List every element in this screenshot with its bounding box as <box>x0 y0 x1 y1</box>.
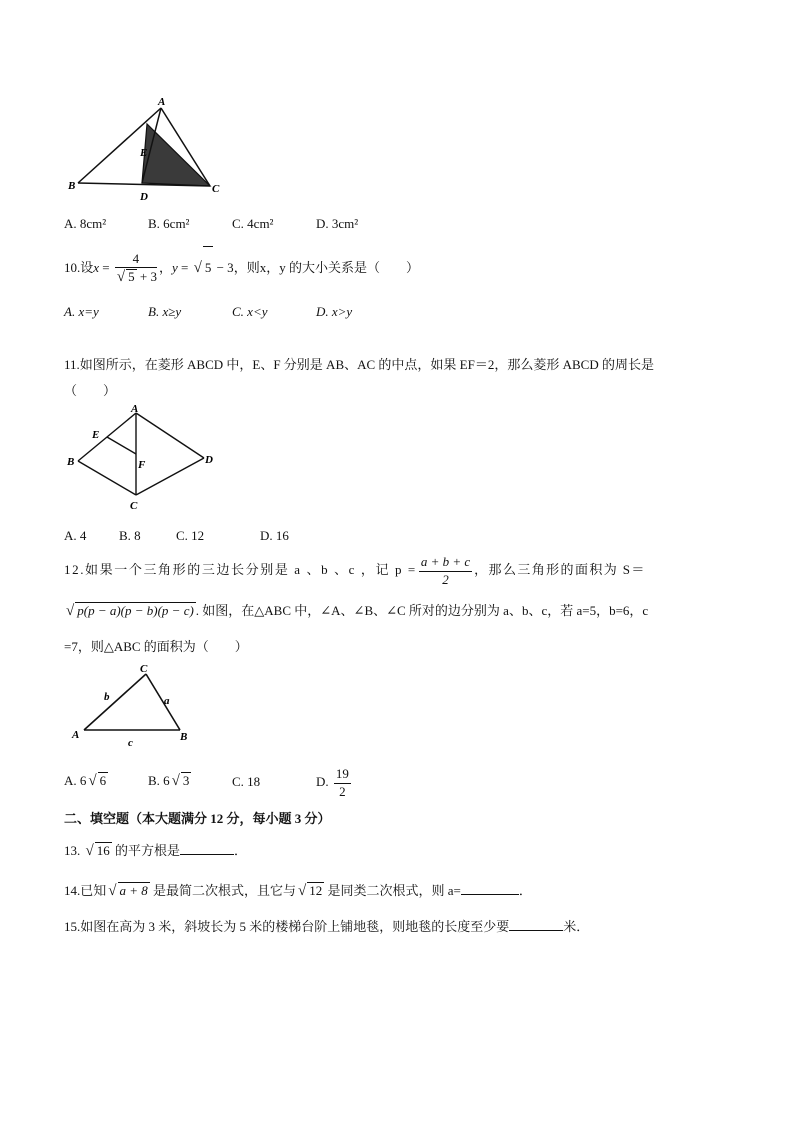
q10-y-rad: 5 <box>203 246 214 289</box>
q10-fraction <box>115 252 157 286</box>
q11-option-a: A. 4 <box>64 528 87 543</box>
q14-answer-blank[interactable] <box>461 882 519 895</box>
q12-opt-a-rad: 6 <box>99 773 107 788</box>
edge-bc <box>78 461 136 495</box>
q10-x-var: x <box>93 260 100 275</box>
q12-opt-d-fraction: $\frac{19}{2}$ <box>335 766 349 799</box>
q13-answer-blank[interactable] <box>180 842 234 855</box>
q12-line1-prefix: 12.如果一个三角形的三边长分别是 a 、b 、c ，记 p = <box>64 562 417 577</box>
q12-p-fraction <box>419 555 472 587</box>
q12-option-c: C. 18 <box>232 774 261 789</box>
q12-stem-line3: =7，则△ABC 的面积为（ ） <box>64 639 248 654</box>
label-b-side: b <box>104 691 110 703</box>
shaded-triangle-ecd <box>142 124 210 186</box>
q10-y-eq: = <box>177 260 192 275</box>
label-a-side: a <box>164 695 170 707</box>
q10-frac-den-tail: + 3 <box>136 269 157 285</box>
label-b-vertex: B <box>180 731 188 743</box>
q12-opt-b-rad: 3 <box>182 773 190 788</box>
side-a <box>146 674 180 730</box>
q10-frac-num: 4 <box>115 252 157 268</box>
segment-ef <box>107 437 136 454</box>
q10-stem: 10.设x = $\frac{4}{√ 5 + 3}$ ，y = √ 5 − 3，则x，y 的大小关系是（ ） <box>64 246 419 289</box>
q10-option-b: B. x≥y <box>148 304 182 319</box>
q13-stem: 13. √ 16 的平方根是 ． <box>64 843 248 859</box>
q12-line2-suffix: . 如图，在△ABC 中，∠A、∠B、∠C 所对的边分别为 a、b、c，若 a=5，b=6，c <box>195 603 649 618</box>
q11-stem-line2: （ ） <box>64 383 117 398</box>
q11-rhombus-figure <box>62 403 222 515</box>
label-b: B <box>68 180 76 192</box>
q15-answer-blank[interactable] <box>509 918 563 931</box>
q11-option-b: B. 8 <box>119 528 141 543</box>
q9-triangle-figure <box>62 94 242 209</box>
q10-suffix: ，则x，y 的大小关系是（ ） <box>233 260 419 275</box>
label-e: E <box>92 429 100 441</box>
q10-y-var: y <box>171 260 178 275</box>
q12-s-radicand: p(p − a)(p − b)(p − c) <box>77 603 194 618</box>
q9-option-b: B. 6cm² <box>148 216 190 231</box>
q12-stem-line1 <box>64 550 646 590</box>
q10-y-tail: − 3 <box>213 260 234 275</box>
q14-radicand-1: a + 8 <box>119 883 148 898</box>
q13-radicand: 16 <box>96 843 110 858</box>
edge-dc <box>136 458 204 495</box>
q12-line1-suffix: ，那么三角形的面积为 S＝ <box>474 562 646 577</box>
label-a: A <box>131 403 139 415</box>
q10-option-d: D. x>y <box>316 304 353 319</box>
q14-stem: 14.已知 √ a + 8 是最简二次根式，且它与 √ 12 是同类二次根式，则 a= ． <box>64 883 532 899</box>
label-d: D <box>140 191 148 203</box>
q10-frac-den-rad: 5 <box>128 269 135 285</box>
q12-option-a: A. 6 √ 6 <box>64 773 107 789</box>
label-c-vertex: C <box>140 663 148 675</box>
q9-option-c: C. 4cm² <box>232 216 274 231</box>
q12-stem-line2: √ p(p − a)(p − b)(p − c) . 如图，在△ABC 中，∠A、∠B、∠C 所对的边分别为 a、b、c，若 a=5，b=6，c <box>66 603 649 619</box>
edge-ad <box>136 413 204 458</box>
q9-option-a: A. 8cm² <box>64 216 107 231</box>
label-c: C <box>212 183 220 195</box>
q15-stem: 15.如图在高为 3 米，斜坡长为 5 米的楼梯台阶上铺地毯，则地毯的长度至少要 米． <box>64 919 590 934</box>
q12-option-b: B. 6 √ 3 <box>148 773 190 789</box>
label-c: C <box>130 500 138 512</box>
q11-stem-line1: 11.如图所示，在菱形 ABCD 中，E、F 分别是 AB、AC 的中点，如果 EF＝2，那么菱形 ABCD 的周长是 <box>64 357 654 372</box>
q12-p-den: 2 <box>442 571 449 587</box>
label-b: B <box>67 456 75 468</box>
q10-eq: = <box>99 260 113 275</box>
q12-p-num: a + b + c <box>419 555 472 571</box>
q10-prefix: 10.设 <box>64 260 94 275</box>
q12-option-d: D. $\frac{19}{2}$ <box>316 766 349 799</box>
label-f: F <box>138 459 146 471</box>
label-a: A <box>158 96 166 108</box>
q11-option-d: D. 16 <box>260 528 289 543</box>
q10-frac-den: √ 5 + 3 <box>116 269 157 286</box>
q11-option-c: C. 12 <box>176 528 205 543</box>
side-b <box>84 674 146 730</box>
q9-option-d: D. 3cm² <box>316 216 359 231</box>
q14-radicand-2: 12 <box>309 883 323 898</box>
q10-option-a: A. x=y <box>64 304 99 319</box>
q10-comma: ， <box>158 260 172 275</box>
label-c-side: c <box>128 737 133 749</box>
label-a-vertex: A <box>72 729 80 741</box>
q12-triangle-figure <box>62 660 202 750</box>
label-d: D <box>205 454 213 466</box>
label-e: E <box>140 147 148 159</box>
section2-title: 二、填空题（本大题满分 12 分，每小题 3 分） <box>64 811 331 826</box>
q10-option-c: C. x<y <box>232 304 268 319</box>
